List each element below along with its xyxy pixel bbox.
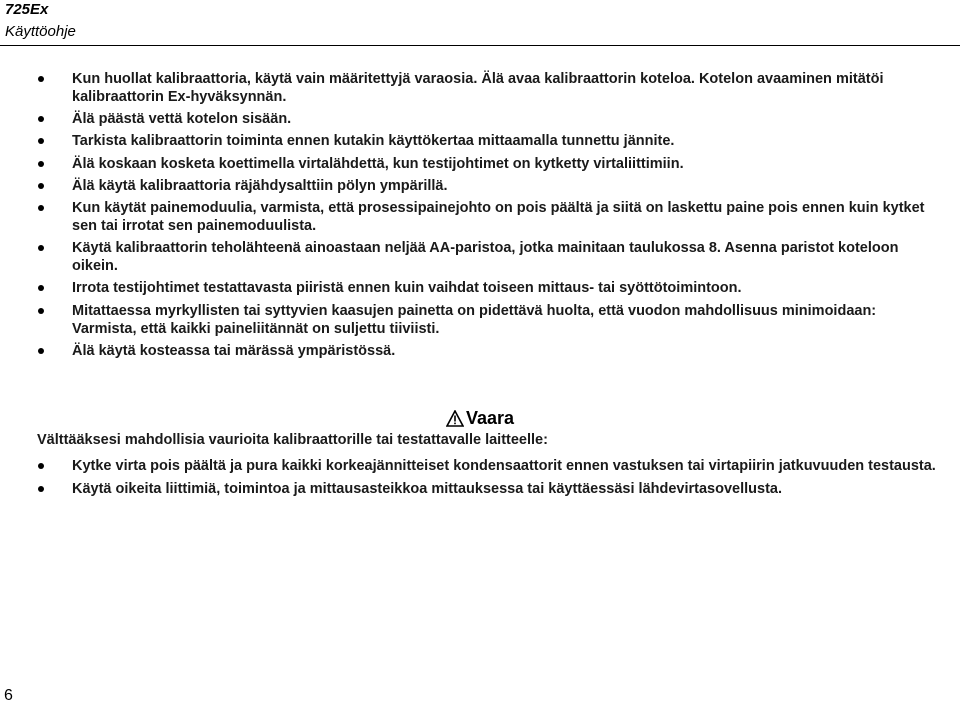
- page-number: 6: [4, 687, 13, 704]
- safety-list-item-text: Älä käytä kalibraattoria räjähdysalttiin pölyn ympärillä.: [72, 177, 448, 194]
- safety-list-item: [0, 110, 960, 128]
- safety-list-item-text: Kun huollat kalibraattoria, käytä vain määritettyjä varaosia. Älä avaa kalibraattorin koteloa. Kotelon avaaminen mitätöi kalibraattorin Ex-hyväksynnän.: [72, 71, 884, 105]
- safety-list-item: [0, 342, 960, 360]
- bullet-icon: [38, 348, 44, 354]
- bullet-icon: [38, 183, 44, 189]
- safety-list-item: [0, 177, 960, 195]
- bullet-icon: [38, 285, 44, 291]
- safety-list-item-text: Mitattaessa myrkyllisten tai syttyvien kaasujen painetta on pidettävä huolta, että vuodon mahdollisuus minimoidaan: Varmista, että kaikki paineliitännät on suljettu tiiviisti.: [72, 302, 877, 337]
- safety-list-item: [0, 132, 960, 150]
- safety-list-item: [0, 155, 960, 173]
- safety-list-item-text: Älä päästä vettä kotelon sisään.: [72, 111, 292, 128]
- bullet-icon: [38, 205, 44, 211]
- warning-title: Vaara: [465, 408, 515, 428]
- warning-list-item: [0, 480, 960, 498]
- bullet-icon: [38, 116, 44, 122]
- bullet-icon: [38, 463, 44, 469]
- safety-list: [0, 70, 960, 364]
- warning-heading: [0, 407, 960, 432]
- safety-list-item-text: Irrota testijohtimet testattavasta piiristä ennen kuin vaihdat toiseen mittaus- tai syöttötoimintoon.: [72, 280, 742, 297]
- safety-list-item-text: Älä koskaan kosketa koettimella virtalähdettä, kun testijohtimet on kytketty virtaliittimiin.: [72, 155, 684, 172]
- bullet-icon: [38, 76, 44, 82]
- bullet-icon: [38, 486, 44, 492]
- warning-triangle-icon: [446, 410, 464, 432]
- warning-intro: Välttääksesi mahdollisia vaurioita kalibraattorille tai testattavalle laitteelle:: [37, 432, 548, 448]
- bullet-icon: [38, 161, 44, 167]
- bullet-icon: [38, 245, 44, 251]
- safety-list-item-text: Tarkista kalibraattorin toiminta ennen kutakin käyttökertaa mittaamalla tunnettu jännite.: [72, 133, 675, 150]
- safety-list-item-text: Käytä kalibraattorin teholähteenä ainoastaan neljää AA-paristoa, jotka mainitaan taulukossa 8. Asenna paristot koteloon oikein.: [72, 240, 899, 275]
- product-model: 725Ex: [5, 1, 49, 18]
- warning-list: [0, 457, 960, 503]
- warning-list-item: [0, 457, 960, 475]
- warning-list-item-text: Käytä oikeita liittimiä, toimintoa ja mittausasteikkoa mittauksessa tai käyttäessäsi lähdevirtasovellusta.: [72, 481, 782, 497]
- header-divider: [0, 45, 960, 46]
- safety-list-item: [0, 70, 960, 106]
- bullet-icon: [38, 138, 44, 144]
- safety-list-item: [0, 302, 960, 338]
- safety-list-item: [0, 199, 960, 235]
- safety-list-item: [0, 239, 960, 275]
- safety-list-item: [0, 279, 960, 297]
- safety-list-item-text: Älä käytä kosteassa tai märässä ympäristössä.: [72, 342, 396, 359]
- bullet-icon: [38, 308, 44, 314]
- warning-list-item-text: Kytke virta pois päältä ja pura kaikki korkeajännitteiset kondensaattorit ennen vastuksen tai virtapiirin jatkuvuuden testausta.: [72, 458, 936, 474]
- document-subtitle: Käyttöohje: [5, 23, 76, 40]
- safety-list-item-text: Kun käytät painemoduulia, varmista, että prosessipainejohto on pois päältä ja siitä on laskettu paine pois ennen kuin kytket sen tai irrotat sen painemoduulista.: [72, 199, 925, 234]
- page-header: [5, 0, 76, 41]
